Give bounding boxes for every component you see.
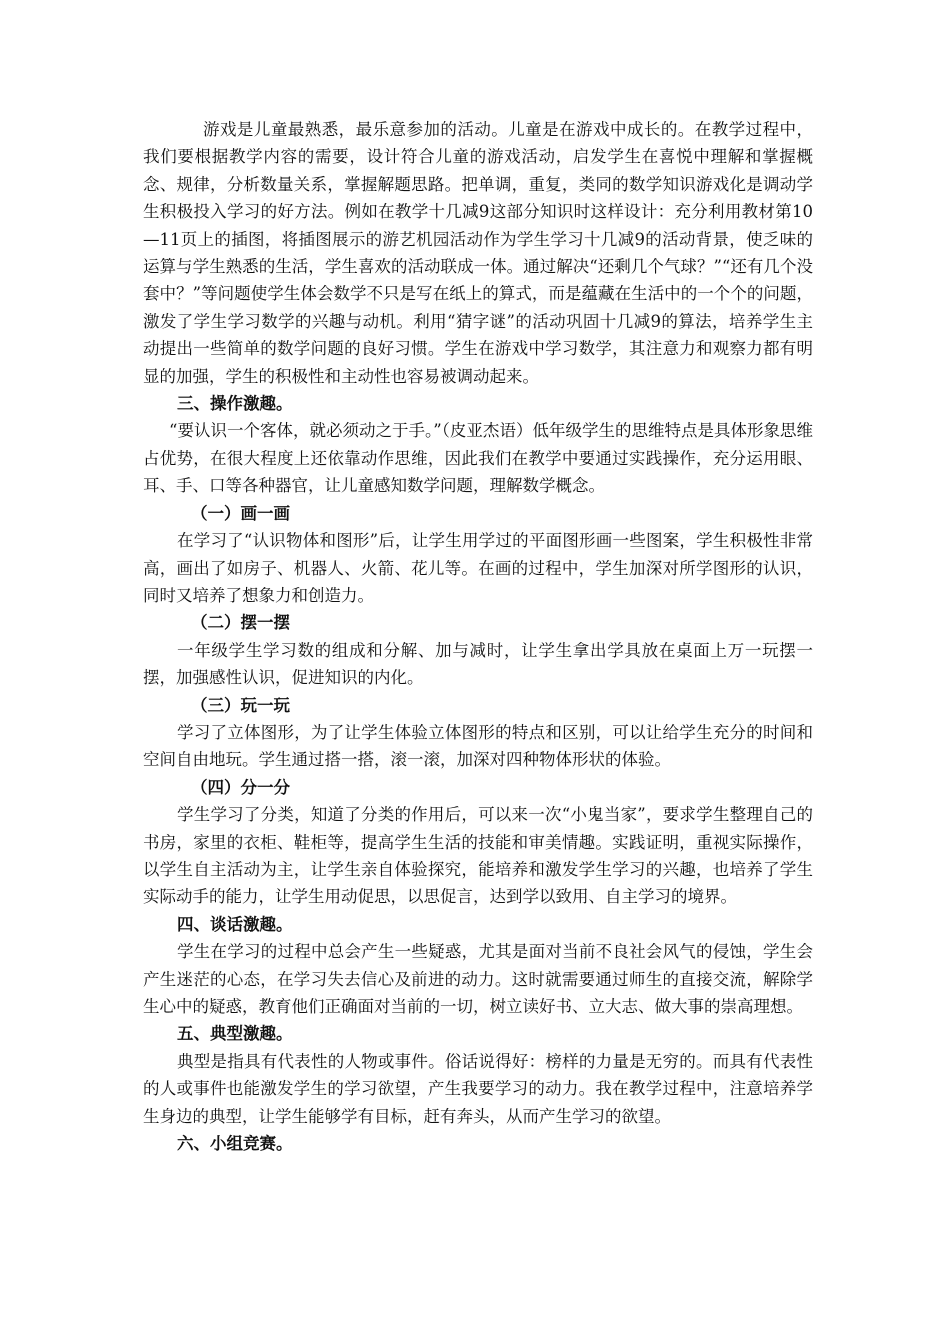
subsection-heading-classify: （四）分一分 bbox=[191, 777, 290, 797]
subsection-paragraph-arrange: 一年级学生学习数的组成和分解、加与减时，让学生拿出学具放在桌面上万一玩摆一摆，加强感性认识，促进知识的内化。 bbox=[143, 640, 813, 688]
section-heading-5: 五、典型激趣。 bbox=[177, 1024, 293, 1044]
subsection-heading-draw: （一）画一画 bbox=[191, 503, 290, 523]
section-3-paragraph: “要认识一个客体，就必须动之于手。”（皮亚杰语）低年级学生的思维特点是具体形象思维占优势，在很大程度上还依靠动作思维，因此我们在教学中要通过实践操作，充分运用眼、耳、手、口等各种器官，让儿童感知数学问题，理解数学概念。 bbox=[143, 421, 813, 496]
subsection-heading-arrange: （二）摆一摆 bbox=[191, 613, 290, 633]
subsection-paragraph-draw: 在学习了“认识物体和图形”后，让学生用学过的平面图形画一些图案，学生积极性非常高，画出了如房子、机器人、火箭、花儿等。在画的过程中，学生加深对所学图形的认识，同时又培养了想象力和创造力。 bbox=[143, 531, 813, 605]
intro-paragraph: 游戏是儿童最熟悉，最乐意参加的活动。儿童是在游戏中成长的。在教学过程中，我们要根据教学内容的需要，设计符合儿童的游戏活动，启发学生在喜悦中理解和掌握概念、规律，分析数量关系，掌握解题思路。把单调，重复，类同的数学知识游戏化是调动学生积极投入学习的好方法。例如在教学十几减9这部分知识时这样设计：充分利用教材第10—11页上的插图，将插图展示的游艺机园活动作为学生学习十几减9的活动背景，使乏味的运算与学生熟悉的生活，学生喜欢的活动联成一体。通过解决“还剩几个气球？”“还有几个没套中？”等问题使学生体会数学不只是写在纸上的算式，而是蕴藏在生活中的一个个的问题，激发了学生学习数学的兴趣与动机。利用“猜字谜”的活动巩固十几减9的算法，培养学生主动提出一些简单的数学问题的良好习惯。学生在游戏中学习数学，其注意力和观察力都有明显的加强，学生的积极性和主动性也容易被调动起来。 bbox=[143, 120, 813, 386]
subsection-paragraph-play: 学习了立体图形，为了让学生体验立体图形的特点和区别，可以让给学生充分的时间和空间自由地玩。学生通过搭一搭，滚一滚，加深对四种物体形状的体验。 bbox=[143, 722, 813, 770]
section-5-paragraph: 典型是指具有代表性的人物或事件。俗话说得好：榜样的力量是无穷的。而具有代表性的人或事件也能激发学生的学习欲望，产生我要学习的动力。我在教学过程中，注意培养学生身边的典型，让学生能够学有目标，赶有奔头，从而产生学习的欲望。 bbox=[143, 1051, 813, 1126]
section-4-paragraph: 学生在学习的过程中总会产生一些疑惑，尤其是面对当前不良社会风气的侵蚀，学生会产生迷茫的心态，在学习失去信心及前进的动力。这时就需要通过师生的直接交流，解除学生心中的疑惑，教育他们正确面对当前的一切，树立读好书、立大志、做大事的崇高理想。 bbox=[143, 942, 813, 1016]
subsection-heading-play: （三）玩一玩 bbox=[191, 695, 290, 715]
document-body bbox=[143, 116, 813, 1157]
section-heading-4: 四、谈话激趣。 bbox=[177, 914, 293, 934]
section-heading-6: 六、小组竞赛。 bbox=[177, 1134, 293, 1154]
section-heading-3: 三、操作激趣。 bbox=[177, 394, 293, 414]
subsection-paragraph-classify: 学生学习了分类，知道了分类的作用后，可以来一次“小鬼当家”，要求学生整理自己的书房，家里的衣柜、鞋柜等，提高学生生活的技能和审美情趣。实践证明，重视实际操作，以学生自主活动为主，让学生亲自体验探究，能培养和激发学生学习的兴趣，也培养了学生实际动手的能力，让学生用动促思，以思促言，达到学以致用、自主学习的境界。 bbox=[143, 805, 813, 907]
